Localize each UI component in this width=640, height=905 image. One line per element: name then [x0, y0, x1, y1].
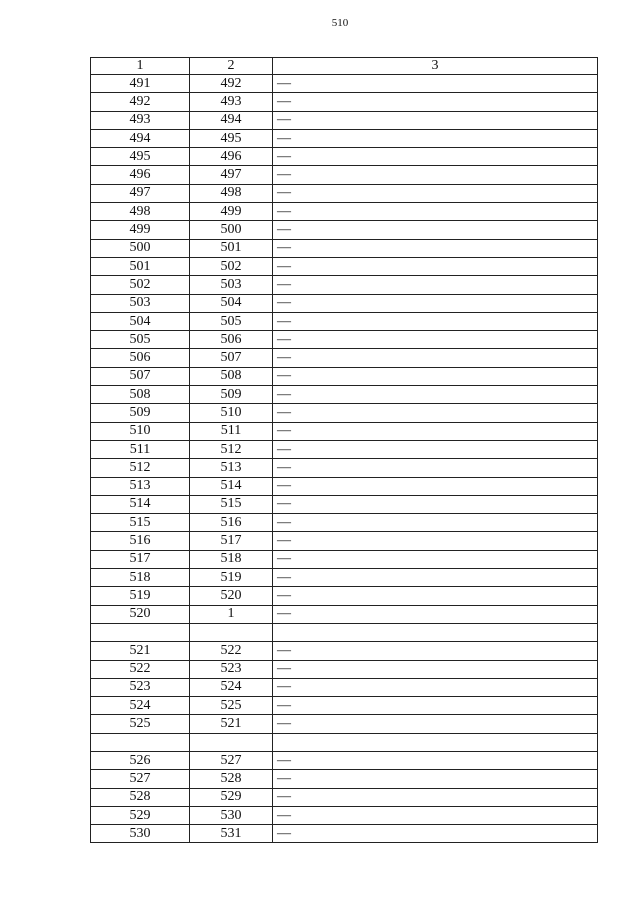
cell-col3: —	[273, 386, 598, 404]
cell-col2: 524	[190, 678, 273, 696]
cell-col3: —	[273, 569, 598, 587]
table-row	[91, 257, 598, 275]
cell-col2: 515	[190, 495, 273, 513]
cell-col1: 525	[91, 715, 190, 733]
cell-col2: 519	[190, 569, 273, 587]
cell-col1: 503	[91, 294, 190, 312]
table-row	[91, 294, 598, 312]
table-row	[91, 440, 598, 458]
table-row	[91, 221, 598, 239]
cell-col2: 500	[190, 221, 273, 239]
cell-col1: 512	[91, 459, 190, 477]
cell-col1: 528	[91, 788, 190, 806]
cell-col1: 518	[91, 569, 190, 587]
cell-col3: —	[273, 203, 598, 221]
table-row	[91, 806, 598, 824]
cell-col1: 507	[91, 367, 190, 385]
table-row	[91, 312, 598, 330]
cell-col3: —	[273, 166, 598, 184]
cell-col3: —	[273, 550, 598, 568]
cell-col1: 515	[91, 514, 190, 532]
cell-col3	[273, 733, 598, 751]
cell-col2: 497	[190, 166, 273, 184]
column-header-2: 2	[190, 58, 273, 75]
table-row	[91, 276, 598, 294]
cell-col3: —	[273, 129, 598, 147]
table-row	[91, 459, 598, 477]
cell-col1: 527	[91, 770, 190, 788]
cell-col3: —	[273, 642, 598, 660]
cell-col2: 529	[190, 788, 273, 806]
cell-col3: —	[273, 715, 598, 733]
cell-col2: 522	[190, 642, 273, 660]
cell-col1: 530	[91, 825, 190, 843]
table-row	[91, 93, 598, 111]
table-row	[91, 660, 598, 678]
cell-col2: 501	[190, 239, 273, 257]
cell-col1: 514	[91, 495, 190, 513]
cell-col3: —	[273, 660, 598, 678]
cell-col3: —	[273, 148, 598, 166]
cell-col2: 506	[190, 331, 273, 349]
cell-col3: —	[273, 495, 598, 513]
table-row	[91, 678, 598, 696]
cell-col3: —	[273, 678, 598, 696]
cell-col3: —	[273, 312, 598, 330]
table-row	[91, 404, 598, 422]
cell-col1: 504	[91, 312, 190, 330]
cell-col1: 517	[91, 550, 190, 568]
cell-col3: —	[273, 825, 598, 843]
cell-col1: 496	[91, 166, 190, 184]
cell-col1: 508	[91, 386, 190, 404]
cell-col2: 518	[190, 550, 273, 568]
cell-col1: 519	[91, 587, 190, 605]
cell-col2: 492	[190, 75, 273, 93]
table-row	[91, 386, 598, 404]
table-row	[91, 623, 598, 641]
table-row	[91, 184, 598, 202]
cell-col2: 514	[190, 477, 273, 495]
cell-col2: 525	[190, 697, 273, 715]
cell-col1: 497	[91, 184, 190, 202]
cell-col2: 499	[190, 203, 273, 221]
cell-col3: —	[273, 276, 598, 294]
table-row	[91, 495, 598, 513]
cell-col1: 509	[91, 404, 190, 422]
cell-col1: 522	[91, 660, 190, 678]
cell-col2: 493	[190, 93, 273, 111]
cell-col3: —	[273, 221, 598, 239]
table-row	[91, 422, 598, 440]
cell-col2: 530	[190, 806, 273, 824]
cell-col1: 511	[91, 440, 190, 458]
cell-col1: 498	[91, 203, 190, 221]
cell-col3: —	[273, 605, 598, 623]
cell-col3: —	[273, 751, 598, 769]
table-row	[91, 733, 598, 751]
table-row	[91, 587, 598, 605]
cell-col2: 517	[190, 532, 273, 550]
table-row	[91, 825, 598, 843]
cell-col1: 493	[91, 111, 190, 129]
cell-col3: —	[273, 75, 598, 93]
cell-col2: 513	[190, 459, 273, 477]
cell-col2: 509	[190, 386, 273, 404]
table-row	[91, 605, 598, 623]
cell-col1: 516	[91, 532, 190, 550]
table-row	[91, 203, 598, 221]
table-row	[91, 788, 598, 806]
cell-col3: —	[273, 459, 598, 477]
cell-col1: 520	[91, 605, 190, 623]
cell-col3: —	[273, 349, 598, 367]
cell-col3: —	[273, 697, 598, 715]
cell-col2: 503	[190, 276, 273, 294]
cell-col2: 505	[190, 312, 273, 330]
cell-col1: 500	[91, 239, 190, 257]
cell-col3: —	[273, 440, 598, 458]
cell-col2: 494	[190, 111, 273, 129]
cell-col3: —	[273, 184, 598, 202]
cell-col1: 499	[91, 221, 190, 239]
cell-col3: —	[273, 239, 598, 257]
cell-col1	[91, 623, 190, 641]
table-row	[91, 166, 598, 184]
cell-col3: —	[273, 257, 598, 275]
cell-col2: 1	[190, 605, 273, 623]
column-header-1: 1	[91, 58, 190, 75]
cell-col3: —	[273, 331, 598, 349]
cell-col2: 528	[190, 770, 273, 788]
cell-col1: 495	[91, 148, 190, 166]
table-row	[91, 75, 598, 93]
cell-col3: —	[273, 514, 598, 532]
cell-col1: 513	[91, 477, 190, 495]
table-row	[91, 367, 598, 385]
cell-col2: 521	[190, 715, 273, 733]
table-row	[91, 477, 598, 495]
cell-col1: 505	[91, 331, 190, 349]
cell-col3: —	[273, 422, 598, 440]
cell-col2: 510	[190, 404, 273, 422]
cell-col1: 524	[91, 697, 190, 715]
cell-col2: 527	[190, 751, 273, 769]
page-number: 510	[331, 17, 349, 29]
cell-col2: 512	[190, 440, 273, 458]
cell-col2: 508	[190, 367, 273, 385]
table-row	[91, 514, 598, 532]
cell-col2: 516	[190, 514, 273, 532]
cell-col3: —	[273, 404, 598, 422]
table-row	[91, 770, 598, 788]
cell-col1: 501	[91, 257, 190, 275]
table-row	[91, 532, 598, 550]
cell-col2: 523	[190, 660, 273, 678]
cell-col3: —	[273, 788, 598, 806]
cell-col2: 495	[190, 129, 273, 147]
table-row	[91, 349, 598, 367]
cell-col1: 506	[91, 349, 190, 367]
table-row	[91, 569, 598, 587]
cell-col1: 491	[91, 75, 190, 93]
cell-col3: —	[273, 111, 598, 129]
table-row	[91, 550, 598, 568]
table-row	[91, 331, 598, 349]
cell-col2	[190, 733, 273, 751]
cell-col2: 498	[190, 184, 273, 202]
cell-col2: 511	[190, 422, 273, 440]
cell-col3: —	[273, 532, 598, 550]
table-body	[91, 75, 598, 843]
column-header-3: 3	[273, 58, 598, 75]
cell-col3: —	[273, 93, 598, 111]
cell-col1: 529	[91, 806, 190, 824]
cell-col2	[190, 623, 273, 641]
cell-col1: 521	[91, 642, 190, 660]
cell-col2: 531	[190, 825, 273, 843]
cell-col3: —	[273, 294, 598, 312]
cell-col1: 492	[91, 93, 190, 111]
cell-col1: 523	[91, 678, 190, 696]
table-row	[91, 697, 598, 715]
cell-col3: —	[273, 770, 598, 788]
cell-col2: 496	[190, 148, 273, 166]
cell-col1: 526	[91, 751, 190, 769]
cell-col1: 502	[91, 276, 190, 294]
cell-col2: 502	[190, 257, 273, 275]
cell-col1: 510	[91, 422, 190, 440]
table-row	[91, 148, 598, 166]
cell-col3: —	[273, 367, 598, 385]
cell-col3: —	[273, 806, 598, 824]
table-row	[91, 715, 598, 733]
table-row	[91, 751, 598, 769]
cell-col2: 504	[190, 294, 273, 312]
cell-col3	[273, 623, 598, 641]
cell-col1	[91, 733, 190, 751]
cell-col2: 520	[190, 587, 273, 605]
table-row	[91, 642, 598, 660]
table-row	[91, 111, 598, 129]
table-row	[91, 239, 598, 257]
cell-col2: 507	[190, 349, 273, 367]
table-row	[91, 129, 598, 147]
cell-col1: 494	[91, 129, 190, 147]
cell-col3: —	[273, 477, 598, 495]
cell-col3: —	[273, 587, 598, 605]
data-table	[90, 57, 598, 843]
table-header-row	[91, 58, 598, 75]
